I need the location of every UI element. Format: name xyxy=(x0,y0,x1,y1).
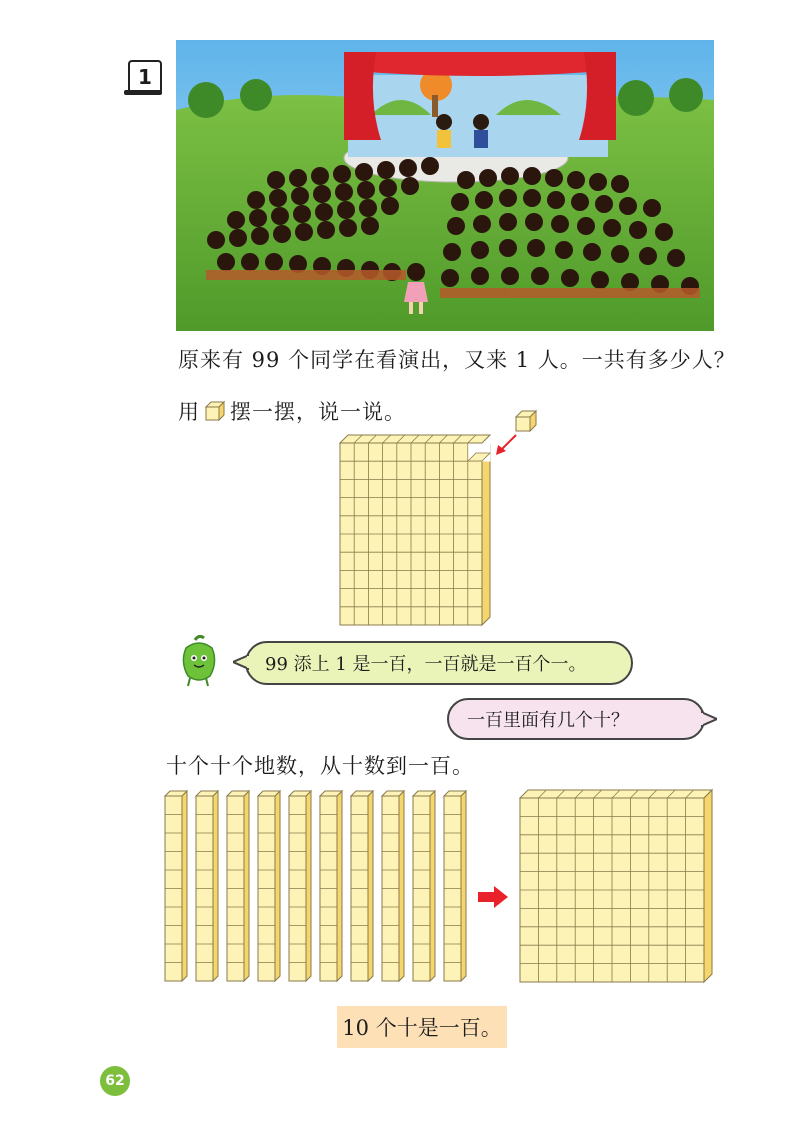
single-cube-icon xyxy=(516,411,536,431)
conclusion-box xyxy=(337,1006,507,1048)
problem-text: 原来有 99 个同学在看演出，又来 1 人。一共有多少人？ xyxy=(178,348,736,372)
instruction-before: 用 xyxy=(178,400,200,424)
unit-cube-icon xyxy=(204,400,226,422)
ten-rods-figure xyxy=(163,788,473,988)
ten-rod xyxy=(227,791,249,981)
red-arrow-icon xyxy=(478,886,508,908)
book-icon xyxy=(124,90,162,95)
ten-rod xyxy=(444,791,466,981)
ten-rod xyxy=(258,791,280,981)
mascot-speech-bubble xyxy=(245,641,633,685)
ninety-nine-cubes-figure xyxy=(330,405,550,630)
ten-rod xyxy=(165,791,187,981)
conclusion-text: 10 个十是一百。 xyxy=(342,1016,502,1040)
performance-illustration xyxy=(176,40,714,331)
mascot-speech-text: 99 添上 1 是一百，一百就是一百个一。 xyxy=(265,654,587,675)
red-arrow-icon xyxy=(496,435,516,455)
ten-rod xyxy=(351,791,373,981)
count-by-tens-text: 十个十个地数，从十数到一百。 xyxy=(166,754,474,778)
ten-rod xyxy=(320,791,342,981)
page-number-badge xyxy=(100,1066,130,1096)
ten-rod xyxy=(196,791,218,981)
instruction-after: 摆一摆，说一说。 xyxy=(230,400,406,424)
page-number: 62 xyxy=(105,1073,125,1089)
ten-rod xyxy=(289,791,311,981)
question-speech-text: 一百里面有几个十？ xyxy=(467,710,629,731)
ten-rod xyxy=(413,791,435,981)
pepper-mascot-icon xyxy=(178,634,220,688)
hundred-flat-figure xyxy=(516,788,716,984)
question-speech-bubble xyxy=(447,698,705,740)
question-number-badge: 1 xyxy=(128,60,162,94)
ten-rod xyxy=(382,791,404,981)
